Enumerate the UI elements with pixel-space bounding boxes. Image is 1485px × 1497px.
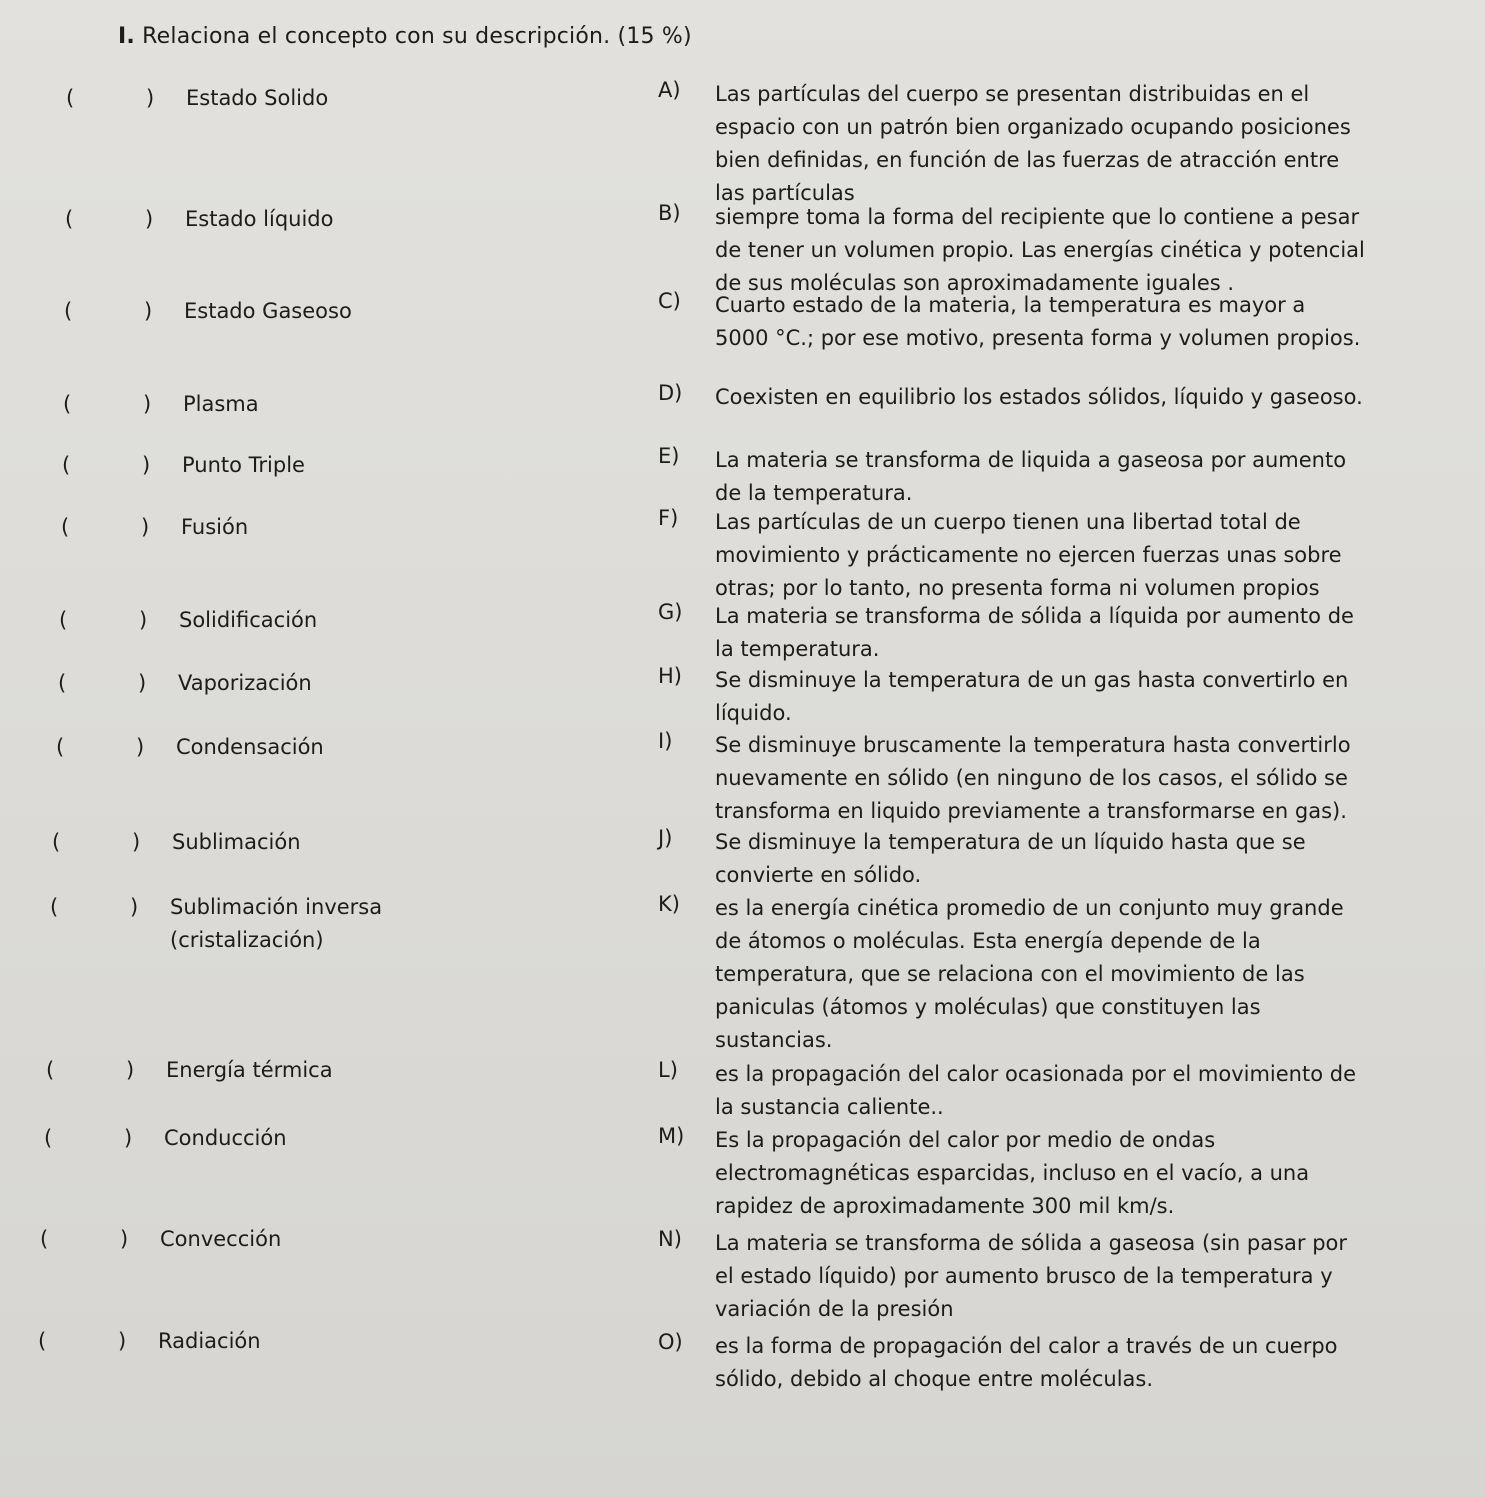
description-text: es la energía cinética promedio de un conjunto muy grande de átomos o moléculas. Esta energía depende de la temperatura, que se relaciona con el movimiento de las paniculas (átomos y moléculas) que constituyen las sustancias. <box>715 896 1344 1052</box>
description-letter: H) <box>658 664 682 688</box>
close-paren: ) <box>130 895 139 919</box>
concept-label: Punto Triple <box>182 453 305 477</box>
answer-blank[interactable] <box>75 515 125 541</box>
description-text: Coexisten en equilibrio los estados sólidos, líquido y gaseoso. <box>715 385 1363 409</box>
open-paren: ( <box>50 895 59 919</box>
answer-blank[interactable] <box>79 207 129 233</box>
answer-blank[interactable] <box>77 392 127 418</box>
description-letter: L) <box>658 1058 678 1082</box>
concept-label: Fusión <box>181 515 249 539</box>
concept-label: Conducción <box>164 1126 287 1150</box>
close-paren: ) <box>143 392 152 416</box>
concept-label: Energía térmica <box>166 1058 333 1082</box>
description-text: Las partículas de un cuerpo tienen una libertad total de movimiento y prácticamente no ejercen fuerzas unas sobre otras; por lo tanto, no presenta forma ni volumen propios <box>715 510 1342 600</box>
close-paren: ) <box>118 1329 127 1353</box>
answer-blank[interactable] <box>52 1329 102 1355</box>
close-paren: ) <box>145 207 154 231</box>
concept-label: Plasma <box>183 392 259 416</box>
concept-label: Condensación <box>176 735 324 759</box>
close-paren: ) <box>142 453 151 477</box>
section-heading: Relaciona el concepto con su descripción. (15 %) <box>142 24 692 49</box>
description-text: siempre toma la forma del recipiente que lo contiene a pesar de tener un volumen propio. Las energías cinética y potencial de sus moléculas son aproximadamente iguales . <box>715 205 1365 295</box>
description-letter: O) <box>658 1330 683 1354</box>
description-letter: K) <box>658 892 680 916</box>
description-letter: J) <box>658 826 673 850</box>
close-paren: ) <box>136 735 145 759</box>
open-paren: ( <box>63 392 72 416</box>
description-text: Las partículas del cuerpo se presentan distribuidas en el espacio con un patrón bien organizado ocupando posiciones bien definidas, en función de las fuerzas de atracción entre las partículas <box>715 82 1351 205</box>
description-text: es la forma de propagación del calor a través de un cuerpo sólido, debido al choque entre moléculas. <box>715 1334 1338 1391</box>
open-paren: ( <box>61 515 70 539</box>
concept-label: Estado líquido <box>185 207 334 231</box>
open-paren: ( <box>65 207 74 231</box>
description-text: La materia se transforma de liquida a gaseosa por aumento de la temperatura. <box>715 448 1347 505</box>
open-paren: ( <box>46 1058 55 1082</box>
description-text: La materia se transforma de sólida a líquida por aumento de la temperatura. <box>715 604 1354 661</box>
description-text: Cuarto estado de la materia, la temperatura es mayor a 5000 °C.; por ese motivo, presenta forma y volumen propios. <box>715 293 1361 350</box>
answer-blank[interactable] <box>58 1126 108 1152</box>
answer-blank[interactable] <box>76 453 126 479</box>
description-letter: A) <box>658 78 681 102</box>
description-text: La materia se transforma de sólida a gaseosa (sin pasar por el estado líquido) por aumento brusco de la temperatura y variación de la presión <box>715 1231 1348 1321</box>
description-letter: I) <box>658 729 673 753</box>
open-paren: ( <box>64 299 73 323</box>
concept-label: Estado Solido <box>186 86 329 110</box>
description-letter: F) <box>658 506 679 530</box>
description-text: Se disminuye la temperatura de un gas hasta convertirlo en líquido. <box>715 668 1349 725</box>
description-letter: B) <box>658 201 681 225</box>
concept-label: Radiación <box>158 1329 261 1353</box>
description-letter: D) <box>658 381 683 405</box>
open-paren: ( <box>59 608 68 632</box>
open-paren: ( <box>66 86 75 110</box>
concept-label: Vaporización <box>178 671 312 695</box>
close-paren: ) <box>139 608 148 632</box>
open-paren: ( <box>40 1227 49 1251</box>
close-paren: ) <box>138 671 147 695</box>
open-paren: ( <box>38 1329 47 1353</box>
answer-blank[interactable] <box>72 671 122 697</box>
open-paren: ( <box>44 1126 53 1150</box>
close-paren: ) <box>144 299 153 323</box>
answer-blank[interactable] <box>66 830 116 856</box>
concept-label: Sublimación inversa <box>170 895 383 919</box>
concept-label: Convección <box>160 1227 282 1251</box>
description-text: es la propagación del calor ocasionada por el movimiento de la sustancia caliente.. <box>715 1062 1356 1119</box>
answer-blank[interactable] <box>80 86 130 112</box>
answer-blank[interactable] <box>70 735 120 761</box>
answer-blank[interactable] <box>64 895 114 921</box>
description-letter: C) <box>658 289 681 313</box>
close-paren: ) <box>132 830 141 854</box>
answer-blank[interactable] <box>73 608 123 634</box>
close-paren: ) <box>126 1058 135 1082</box>
description-text: Se disminuye bruscamente la temperatura hasta convertirlo nuevamente en sólido (en ninguno de los casos, el sólido se transforma en liquido previamente a transformarse en gas). <box>715 733 1351 823</box>
description-letter: E) <box>658 444 680 468</box>
description-text: Se disminuye la temperatura de un líquido hasta que se convierte en sólido. <box>715 830 1306 887</box>
concept-label: Solidificación <box>179 608 318 632</box>
open-paren: ( <box>62 453 71 477</box>
answer-blank[interactable] <box>54 1227 104 1253</box>
section-number: I. <box>118 24 135 49</box>
description-text: Es la propagación del calor por medio de ondas electromagnéticas esparcidas, incluso en el vacío, a una rapidez de aproximadamente 300 mil km/s. <box>715 1128 1310 1218</box>
answer-blank[interactable] <box>60 1058 110 1084</box>
answer-blank[interactable] <box>78 299 128 325</box>
close-paren: ) <box>120 1227 129 1251</box>
description-letter: N) <box>658 1227 682 1251</box>
open-paren: ( <box>58 671 67 695</box>
open-paren: ( <box>56 735 65 759</box>
concept-label: Estado Gaseoso <box>184 299 352 323</box>
close-paren: ) <box>141 515 150 539</box>
description-letter: M) <box>658 1124 685 1148</box>
close-paren: ) <box>124 1126 133 1150</box>
concept-label-extra: (cristalización) <box>170 928 324 952</box>
description-letter: G) <box>658 600 683 624</box>
concept-label: Sublimación <box>172 830 301 854</box>
section-title <box>118 24 692 49</box>
close-paren: ) <box>146 86 155 110</box>
open-paren: ( <box>52 830 61 854</box>
